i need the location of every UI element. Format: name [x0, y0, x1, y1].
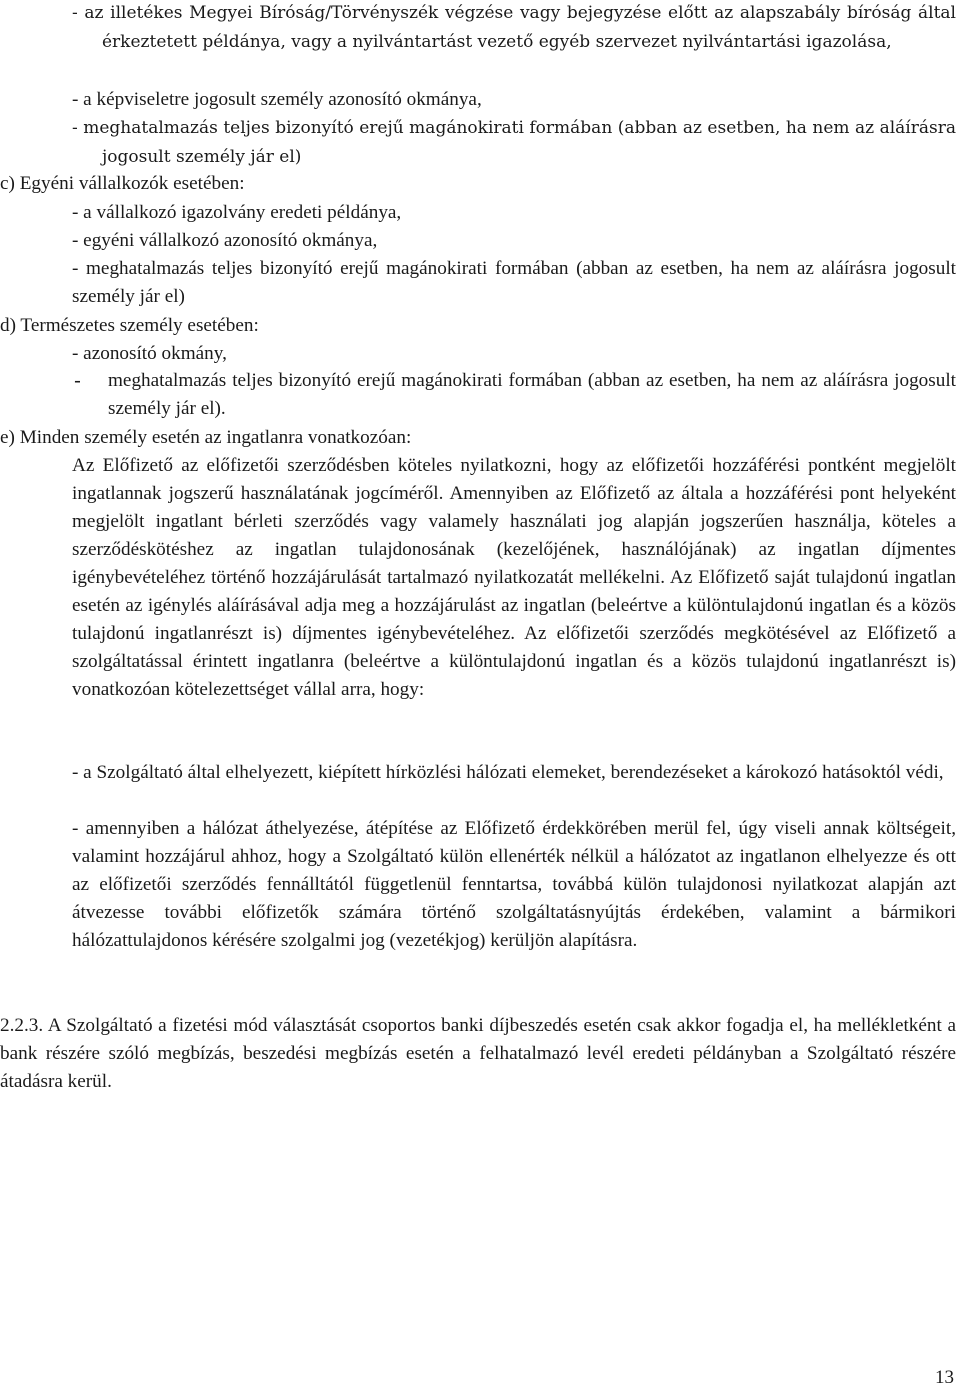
list-item-network-relocation: - amennyiben a hálózat áthelyezése, átépítése az Előfizető érdekkörében merül fel, úgy viseli annak költségeit, valamint hozzájárul ahhoz, hogy a Szolgáltató külön ellenérték nélkül a hálózatot az ingatlanon elhelyezze és ott az előfizetői szerződés fennálltától függetlenül fenntartsa, továbbá külön tulajdonosi nyilatkozat alapján azt átvezesse további előfizetők számára történő szolgáltatásnyújtás érdekében, valamint a bármikori hálózattulajdonos kérésére szolgalmi jog (vezetékjog) kerüljön alapításra. — [72, 818, 956, 951]
list-item-court-registration: - az illetékes Megyei Bíróság/Törvényszék végzése vagy bejegyzése előtt az alapszabály bíróság által érkeztetett példánya, vagy a nyilvántartást vezető egyéb szervezet nyilvántartási igazolása, — [72, 3, 956, 52]
list-item-power-of-attorney-c: - meghatalmazás teljes bizonyító erejű magánokirati formában (abban az esetben, ha nem az aláírásra jogosult személy jár el) — [72, 258, 956, 307]
list-item-entrepreneur-id: - egyéni vállalkozó azonosító okmánya, — [72, 230, 378, 251]
section-heading-d: d) Természetes személy esetében: — [0, 315, 259, 336]
section-2-2-3: 2.2.3. A Szolgáltató a fizetési mód választását csoportos banki díjbeszedés esetén csak akkor fogadja el, ha mellékletként a bank részére szóló megbízás, beszedési megbízás esetén a felhatalmazó levél eredeti példányban a Szolgáltató részére átadásra kerül. — [0, 1015, 956, 1092]
list-item-protect-equipment: - a Szolgáltató által elhelyezett, kiépített hírközlési hálózati elemeket, berendezéseket a károkozó hatásoktól védi, — [72, 762, 944, 783]
list-item-entrepreneur-card: - a vállalkozó igazolvány eredeti példánya, — [72, 202, 402, 223]
section-heading-c: c) Egyéni vállalkozók esetében: — [0, 173, 245, 194]
list-item-power-of-attorney-a: - meghatalmazás teljes bizonyító erejű magánokirati formában (abban az esetben, ha nem az aláírásra jogosult személy jár el) — [72, 118, 956, 167]
list-item-natural-person-id: - azonosító okmány, — [72, 343, 227, 364]
page-number: 13 — [935, 1367, 954, 1388]
list-item-representative-id: - a képviseletre jogosult személy azonosító okmánya, — [72, 89, 482, 110]
dash-marker: - — [74, 369, 81, 392]
list-item-text: meghatalmazás teljes bizonyító erejű magánokirati formában (abban az esetben, ha nem az aláírásra jogosult személy jár el). — [108, 370, 956, 419]
section-heading-e: e) Minden személy esetén az ingatlanra vonatkozóan: — [0, 427, 412, 448]
property-paragraph: Az Előfizető az előfizetői szerződésben köteles nyilatkozni, hogy az előfizetői hozzáférési pontként megjelölt ingatlannak jogszerű használatának jogcíméről. Amennyiben az Előfizető az általa a hozzáférési pont helyeként megjelölt ingatlant bérleti szerződés vagy valamely használati jog alapján jogszerűen használja, köteles a szerződéskötéshez az ingatlan tulajdonosának (kezelőjének, használójának) az ingatlan díjmentes igénybevételéhez történő hozzájárulását tartalmazó nyilatkozatát mellékelni. Az Előfizető saját tulajdonú ingatlan esetén az igénylés aláírásával adja meg a hozzájárulást az ingatlan (beleértve a különtulajdonú ingatlan és a közös tulajdonú ingatlanrészt is) díjmentes igénybevételéhez. Az előfizetői szerződés megkötésével az Előfizető a szolgáltatással érintett ingatlanra (beleértve a különtulajdonú ingatlan és a közös tulajdonú ingatlanrészt is) vonatkozóan kötelezettséget vállal arra, hogy: — [72, 455, 956, 700]
